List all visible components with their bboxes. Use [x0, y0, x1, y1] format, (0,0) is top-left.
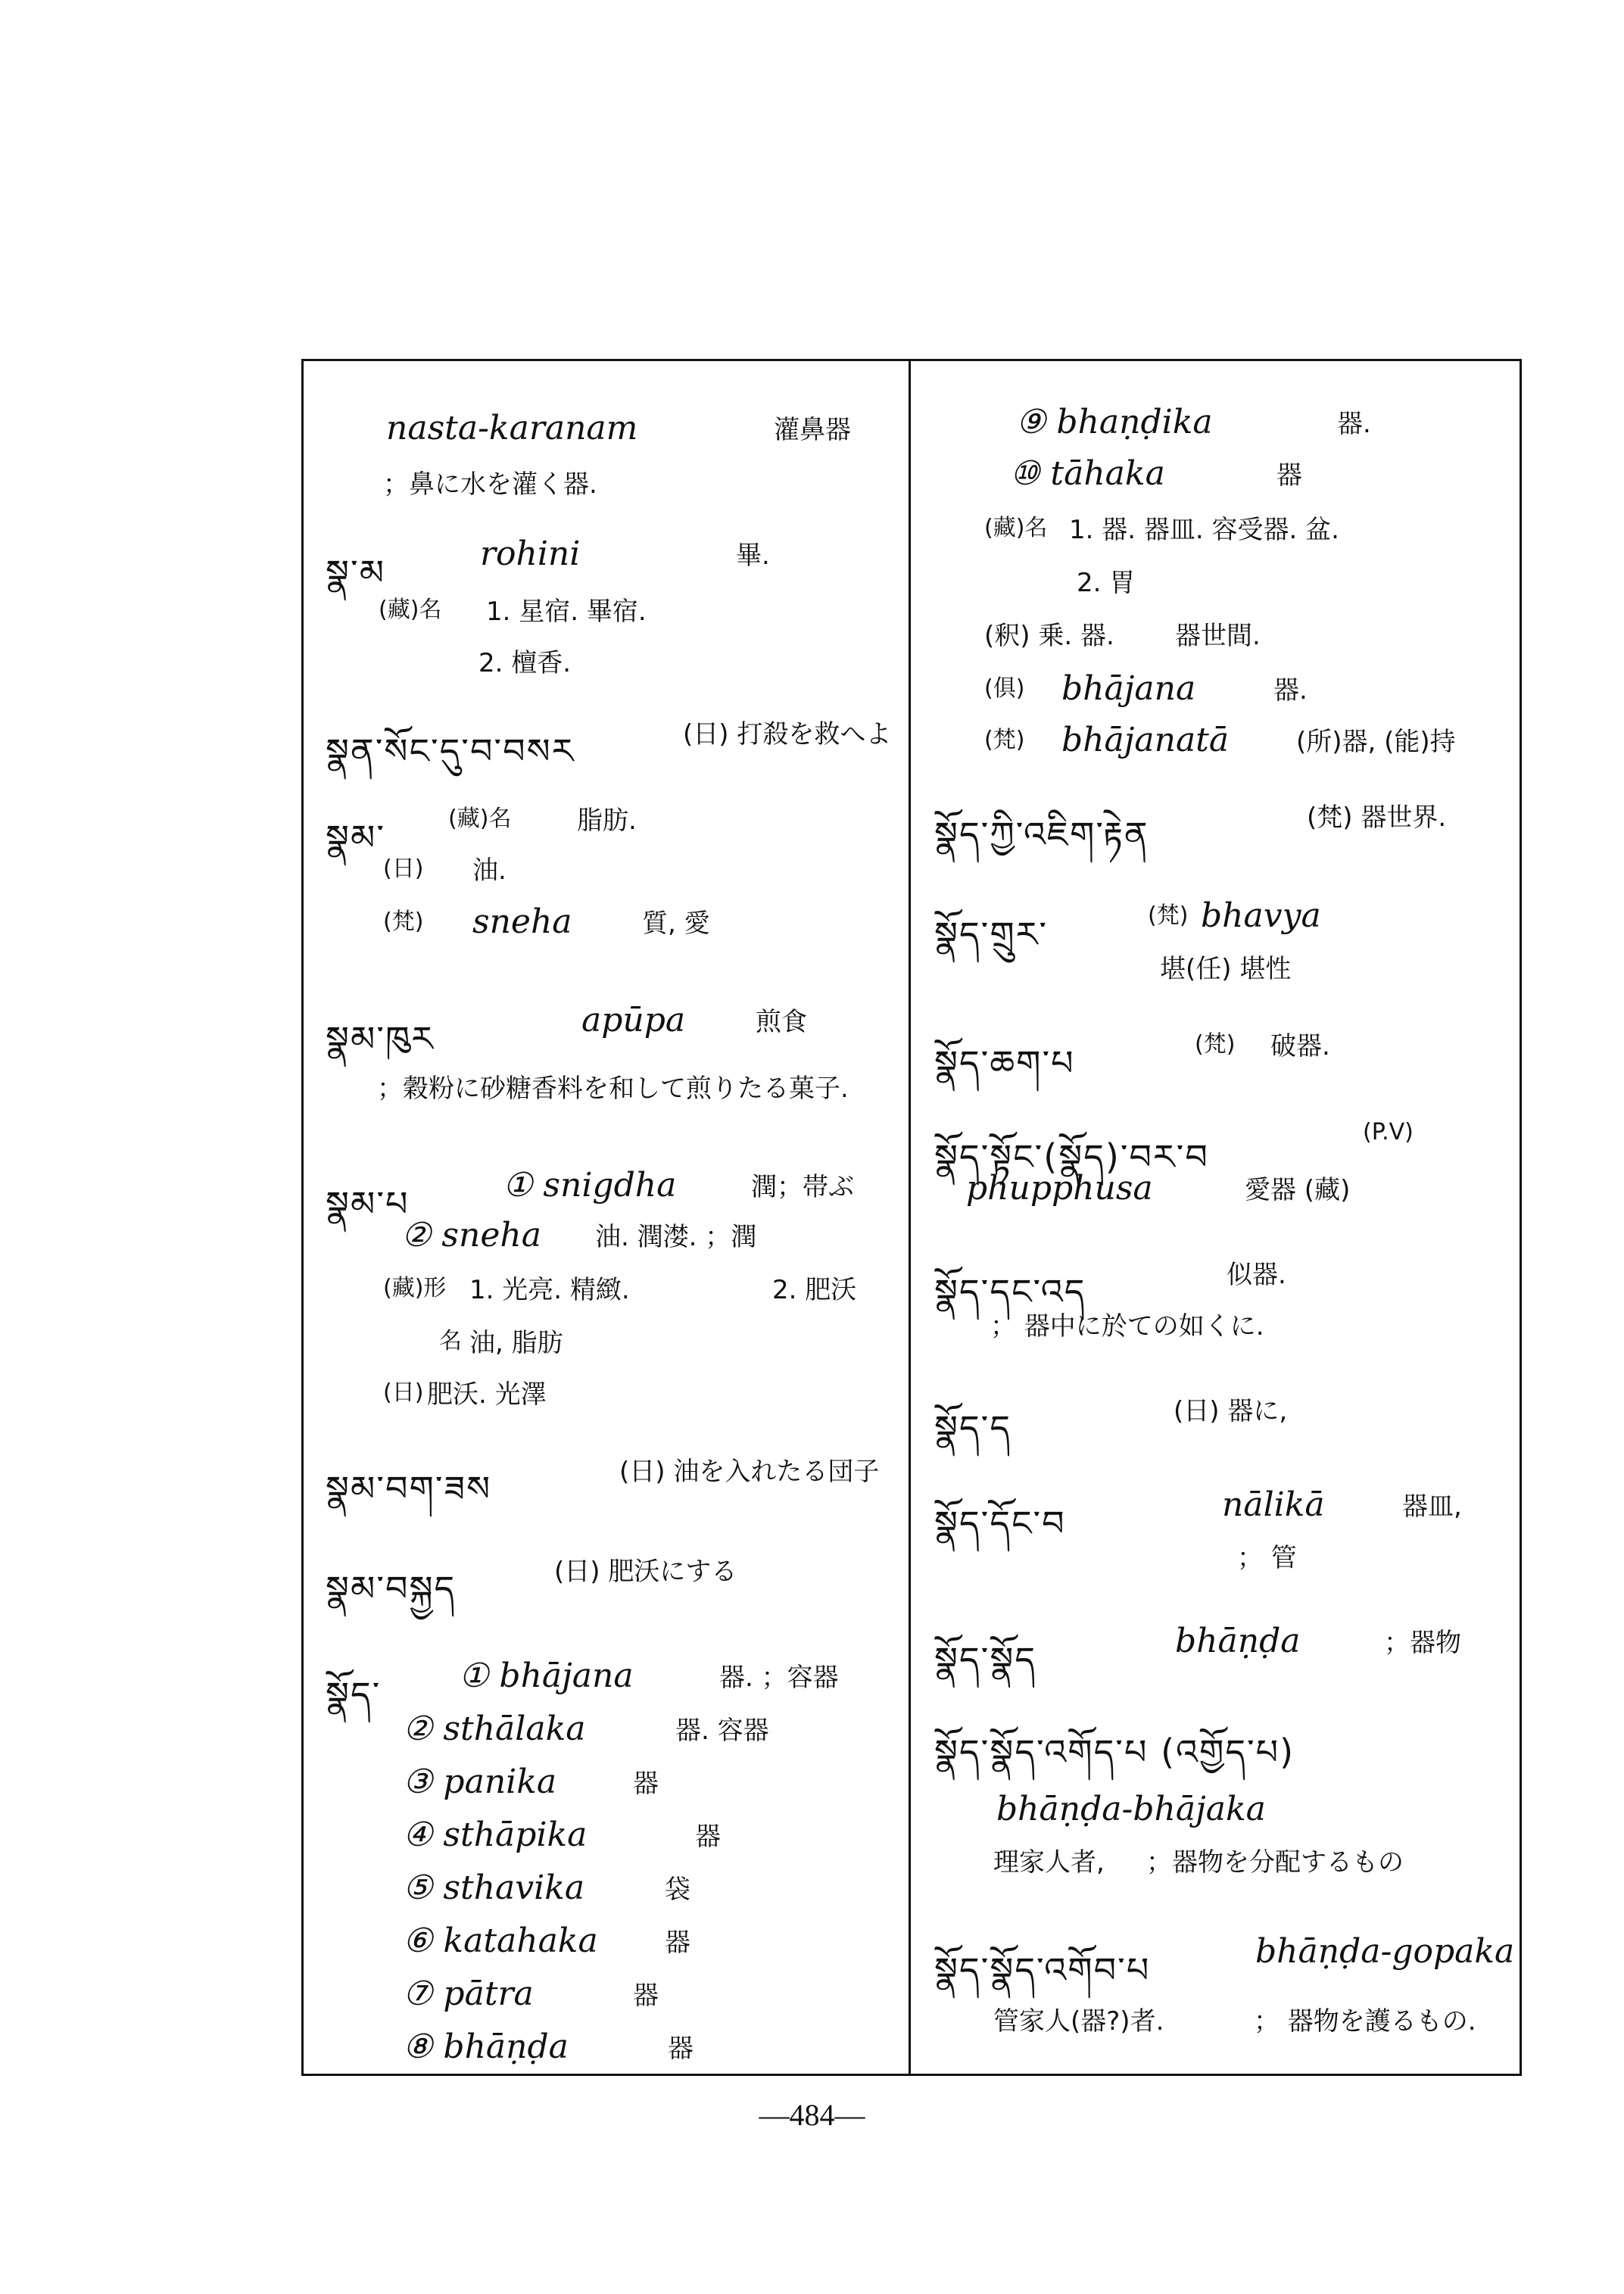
- japanese-gloss: ； 管: [1237, 1543, 1297, 1573]
- column-divider: [909, 359, 911, 2076]
- source-marker: (梵): [1195, 1031, 1236, 1058]
- japanese-gloss: 器: [668, 2034, 694, 2064]
- tibetan-headword: སྣོད་སྟོང་(སྣོད)་བར་བ: [934, 1136, 1209, 1177]
- sanskrit-term: ② sneha: [401, 1216, 541, 1255]
- tibetan-headword: སྣོད་ཆག་པ: [934, 1043, 1075, 1083]
- sanskrit-term: apūpa: [581, 1001, 686, 1039]
- sanskrit-term: bhavya: [1201, 896, 1321, 935]
- japanese-gloss: 破器.: [1270, 1031, 1330, 1061]
- sanskrit-term: bhājanatā: [1061, 721, 1230, 759]
- japanese-gloss: 器: [1276, 460, 1302, 491]
- sanskrit-term: bhāṇḍa: [1175, 1622, 1301, 1660]
- japanese-gloss: 器. 容器: [675, 1716, 769, 1746]
- tibetan-headword: སྣོད་གྲུར་: [934, 914, 1049, 955]
- japanese-gloss: 器.: [1273, 675, 1308, 706]
- japanese-gloss: ； 器中に於ての如くに.: [990, 1311, 1264, 1342]
- tibetan-headword: སྣ་མ: [326, 552, 386, 593]
- japanese-gloss: 質, 愛: [642, 909, 710, 939]
- sanskrit-term: ⑥ katahaka: [403, 1922, 598, 1960]
- japanese-gloss: 器世間.: [1175, 621, 1261, 651]
- japanese-gloss: 似器.: [1227, 1260, 1286, 1290]
- tibetan-headword: སྣམ་བག་ཟས: [326, 1468, 492, 1509]
- sanskrit-term: ⑩ tāhaka: [1010, 454, 1165, 493]
- source-marker: 名: [439, 1328, 462, 1354]
- japanese-gloss: (日) 油を入れたる団子: [619, 1457, 880, 1487]
- japanese-gloss: 器: [695, 1822, 721, 1852]
- source-marker: (梵): [1148, 902, 1189, 929]
- sanskrit-term: ⑦ pātra: [403, 1975, 534, 2013]
- sanskrit-term: bhājana: [1061, 669, 1196, 708]
- tibetan-headword: སྣམ་: [326, 817, 386, 858]
- japanese-gloss: 2. 肥沃: [772, 1275, 857, 1305]
- japanese-gloss: (日) 器に,: [1174, 1396, 1288, 1426]
- sanskrit-term: ⑨ bhaṇḍika: [1016, 403, 1213, 441]
- japanese-gloss: 器: [633, 1769, 659, 1799]
- tibetan-headword: སྣོད་: [326, 1674, 382, 1715]
- japanese-gloss: (日) 肥沃にする: [554, 1557, 737, 1587]
- japanese-gloss: (梵) 器世界.: [1307, 803, 1447, 833]
- japanese-gloss: 2. 檀香.: [478, 648, 572, 678]
- japanese-gloss: 1. 光亮. 精緻.: [469, 1275, 630, 1305]
- sanskrit-term: ③ panika: [403, 1763, 557, 1801]
- japanese-gloss: 理家人者,: [993, 1847, 1105, 1878]
- tibetan-headword: སྣོད་ད: [934, 1407, 1011, 1448]
- japanese-gloss: ；器物を分配するもの: [1146, 1847, 1404, 1878]
- japanese-gloss: (日) 打殺を救へよ: [683, 719, 892, 750]
- sanskrit-term: ① snigdha: [503, 1166, 677, 1205]
- sanskrit-term: rohini: [480, 535, 581, 573]
- japanese-gloss: 脂肪.: [577, 806, 637, 836]
- japanese-gloss: ；器物: [1384, 1628, 1461, 1658]
- japanese-gloss: ；穀粉に砂糖香料を和して煎りたる菓子.: [377, 1074, 849, 1104]
- japanese-gloss: 堪(任) 堪性: [1160, 954, 1292, 984]
- tibetan-headword: སྣོད་ཀྱི་འཇིག་རྟེན: [934, 814, 1149, 855]
- tibetan-headword: སྣོད་སྣོད་འགོད་པ (འགྱོད་པ): [934, 1731, 1295, 1772]
- sanskrit-term: ④ sthāpika: [403, 1816, 588, 1854]
- source-marker: (藏)名: [379, 597, 442, 623]
- sanskrit-term: sneha: [472, 902, 572, 941]
- sanskrit-term: bhāṇḍa-bhājaka: [996, 1790, 1266, 1828]
- japanese-gloss: 器.: [1337, 409, 1371, 439]
- source-marker: (藏)形: [383, 1275, 447, 1301]
- japanese-gloss: 2. 胃: [1077, 568, 1136, 598]
- japanese-gloss: 器皿,: [1402, 1491, 1462, 1522]
- sanskrit-term: ② sthālaka: [403, 1710, 586, 1748]
- japanese-gloss: 器. ；容器: [719, 1663, 839, 1693]
- source-marker: (P.V): [1363, 1119, 1414, 1145]
- left-column: [304, 359, 907, 2076]
- tibetan-headword: སྣམ་བསྐྱད: [326, 1568, 457, 1609]
- tibetan-headword: སྣམ་པ: [326, 1183, 410, 1224]
- source-marker: (藏)名: [448, 806, 512, 832]
- japanese-gloss: 袋: [665, 1875, 690, 1905]
- japanese-gloss: 1. 星宿. 畢宿.: [486, 597, 647, 627]
- japanese-gloss: ；鼻に水を灌く器.: [383, 469, 597, 500]
- japanese-gloss: 油.: [472, 856, 507, 886]
- tibetan-headword: སྣོད་སྣོད་འགོབ་པ: [934, 1950, 1151, 1990]
- sanskrit-term: ① bhājana: [459, 1657, 634, 1695]
- source-marker: (日): [383, 856, 424, 882]
- japanese-gloss: 煎食: [756, 1007, 807, 1037]
- japanese-gloss: (所)器, (能)持: [1296, 727, 1456, 757]
- japanese-gloss: 管家人(器?)者.: [993, 2006, 1164, 2037]
- sanskrit-term: nasta-karanam: [386, 409, 638, 447]
- japanese-gloss: 器: [665, 1928, 690, 1958]
- sanskrit-term: ⑧ bhāṇḍa: [403, 2028, 569, 2066]
- japanese-gloss: ； 器物を護るもの.: [1254, 2006, 1476, 2037]
- sanskrit-term: phupphusa: [966, 1169, 1153, 1208]
- tibetan-headword: སྣམ་ཁུར: [326, 1018, 435, 1059]
- japanese-gloss: 油, 脂肪: [469, 1328, 563, 1358]
- source-marker: (俱): [984, 675, 1025, 702]
- japanese-gloss: 潤；帯ぶ: [751, 1172, 854, 1202]
- page-number: —484—: [759, 2098, 865, 2132]
- japanese-gloss: 油. 潤漤. ；潤: [595, 1222, 757, 1252]
- tibetan-headword: སྣོད་དོང་བ: [934, 1503, 1066, 1544]
- japanese-gloss: 畢.: [736, 541, 770, 571]
- source-marker: (梵): [383, 909, 424, 935]
- tibetan-headword: སྣན་སོང་དུ་བ་བསར: [326, 731, 575, 771]
- japanese-gloss: 器: [633, 1981, 659, 2011]
- japanese-gloss: 肥沃. 光澤: [427, 1379, 547, 1410]
- japanese-gloss: 灌鼻器: [774, 415, 851, 445]
- tibetan-headword: སྣོད་དང་འད: [934, 1271, 1086, 1312]
- source-marker: (日): [383, 1379, 424, 1406]
- tibetan-headword: སྣོད་སྣོད: [934, 1639, 1037, 1680]
- japanese-gloss: 愛器 (藏): [1245, 1175, 1351, 1205]
- sanskrit-term: ⑤ sthavika: [403, 1869, 585, 1907]
- source-marker: (梵): [984, 727, 1025, 753]
- source-marker: (藏)名: [984, 515, 1048, 541]
- sanskrit-term: nālikā: [1222, 1485, 1325, 1524]
- japanese-gloss: (釈) 乗. 器.: [984, 621, 1114, 651]
- sanskrit-term: bhāṇḍa-gopaka: [1255, 1932, 1515, 1971]
- japanese-gloss: 1. 器. 器皿. 容受器. 盆.: [1069, 515, 1339, 545]
- right-column: [913, 359, 1519, 2076]
